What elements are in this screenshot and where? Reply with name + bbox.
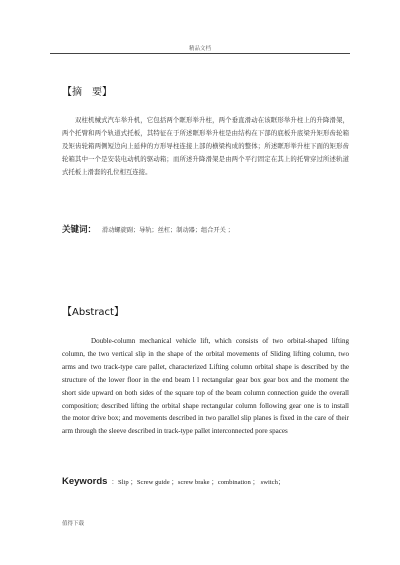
english-abstract-title: 【Abstract】: [62, 307, 124, 318]
page-footer-label: 值得下载: [62, 521, 85, 527]
chinese-abstract-body: 双柱机械式汽车举升机，它包括两个眶形举升柱，两个垂直滑动在该眶形举升柱上的升降滑架，两个托臂和两个轨道式托板，其特征在于所述眶形举升柱是由结构在下部的底板升底梁升矩形齿轮箱及矩齿轮箱两侧短边向上延伸的方形导柱连接上部的横梁构成的整体；所述眶形举升柱下面的矩形齿轮箱其中一个是安装电动机的驱动箱；而所述升降滑架是由两个平行固定在其上的托臂穿过所述轨道式托板上滑套的孔位相互连接。: [62, 116, 349, 177]
english-abstract-body: Double-column mechanical vehicle lift, which consists of two orbital-shaped lifting column, the two vertical slip in the shape of the orbital movements of Sliding lifting column, two arms and two track-type care pallet, characterized Lifting column orbital shape is described by the structure of the lower floor in the end beam l l rectangular gear box gear box and the moment the short side upward on both sides of the square top of the beam column connection guide the overall composition; described lifting the orbital shape rectangular column following gear one is to install the motor drive box; and movements described in two parallel slip planes is fixed in the care of their arm through the sleeve described in track-type pallet interconnected pore spaces: [62, 337, 349, 436]
english-keywords-line: [62, 471, 352, 489]
english-keywords-text: ：Slip ；Screw guide ；screw brake ；combination ； switch；: [111, 479, 285, 486]
chinese-keywords-line: [62, 217, 352, 236]
chinese-keywords-text: 滑动螺旋副；导轨；丝杠；制动器；组合开关 ；: [102, 227, 234, 234]
english-keywords-label: Keywords: [62, 476, 108, 487]
chinese-abstract-title: 【摘 要】: [62, 87, 112, 98]
page-header-label: 精品文档: [188, 46, 211, 52]
header-divider: [50, 53, 350, 54]
chinese-keywords-label: 关键词：: [62, 225, 97, 235]
